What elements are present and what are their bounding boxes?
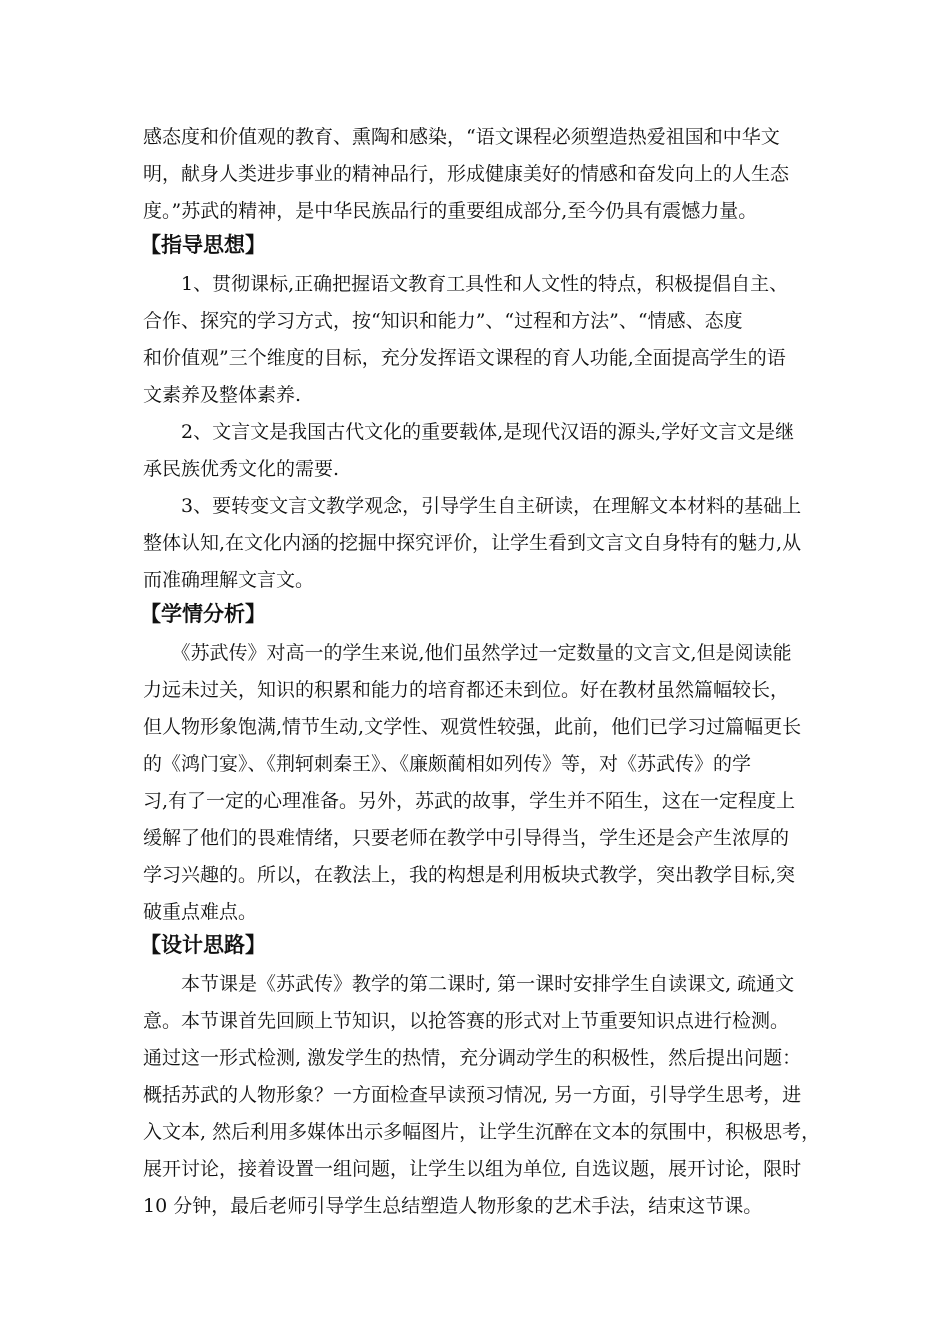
text-line: 合作、探究的学习方式，按“知识和能力”、“过程和方法”、“情感、态度	[143, 310, 743, 332]
text-line: 学习兴趣的。所以，在教法上，我的构想是利用板块式教学，突出教学目标,突	[143, 864, 796, 886]
text-line: 2、文言文是我国古代文化的重要载体,是现代汉语的源头,学好文言文是继	[143, 421, 795, 443]
text-line: 展开讨论，接着设置一组问题，让学生以组为单位, 自选议题，展开讨论，限时	[143, 1158, 802, 1180]
text-line: 明，献身人类进步事业的精神品行，形成健康美好的情感和奋发向上的人生态	[143, 163, 790, 185]
text-line: 1、贯彻课标,正确把握语文教育工具性和人文性的特点，积极提倡自主、	[143, 273, 789, 295]
text-line: 文素养及整体素养.	[143, 384, 302, 406]
text-line: 承民族优秀文化的需要.	[143, 458, 340, 480]
section-heading: 【设计思路】	[140, 933, 266, 957]
text-line: 力远未过关，知识的积累和能力的培育都还未到位。好在教材虽然篇幅较长，	[143, 679, 790, 701]
text-line: 而准确理解文言文。	[143, 569, 315, 591]
text-line: 《苏武传》对高一的学生来说,他们虽然学过一定数量的文言文,但是阅读能	[143, 642, 792, 664]
text-line: 3、要转变文言文教学观念，引导学生自主研读，在理解文本材料的基础上	[143, 495, 802, 517]
text-line: 但人物形象饱满,情节生动,文学性、观赏性较强，此前，他们已学习过篇幅更长	[143, 716, 802, 738]
text-line: 概括苏武的人物形象？一方面检查早读预习情况, 另一方面，引导学生思考，进	[143, 1084, 802, 1106]
text-line: 10 分钟，最后老师引导学生总结塑造人物形象的艺术手法，结束这节课。	[143, 1195, 763, 1217]
text-line: 度。”苏武的精神，是中华民族品行的重要组成部分,至今仍具有震憾力量。	[143, 200, 758, 222]
text-line: 通过这一形式检测, 激发学生的热情，充分调动学生的积极性，然后提出问题：	[143, 1047, 802, 1069]
section-heading: 【学情分析】	[140, 602, 266, 626]
section-heading: 【指导思想】	[140, 233, 266, 257]
text-line: 入文本, 然后利用多媒体出示多幅图片，让学生沉醉在文本的氛围中，积极思考，	[143, 1121, 821, 1143]
text-line: 感态度和价值观的教育、熏陶和感染，“语文课程必须塑造热爱祖国和中华文	[143, 126, 780, 148]
text-line: 习,有了一定的心理准备。另外，苏武的故事，学生并不陌生，这在一定程度上	[143, 790, 796, 812]
text-line: 破重点难点。	[143, 901, 258, 923]
text-line: 本节课是《苏武传》教学的第二课时, 第一课时安排学生自读课文, 疏通文	[143, 973, 795, 995]
text-line: 整体认知,在文化内涵的挖掘中探究评价，让学生看到文言文自身特有的魅力,从	[143, 532, 802, 554]
text-line: 意。本节课首先回顾上节知识，以抢答赛的形式对上节重要知识点进行检测。	[143, 1010, 790, 1032]
text-line: 的《鸿门宴》、《荆轲刺秦王》、《廉颇蔺相如列传》等，对《苏武传》的学	[143, 753, 752, 775]
text-line: 和价值观”三个维度的目标，充分发挥语文课程的育人功能,全面提高学生的语	[143, 347, 786, 369]
text-line: 缓解了他们的畏难情绪，只要老师在教学中引导得当，学生还是会产生浓厚的	[143, 827, 790, 849]
